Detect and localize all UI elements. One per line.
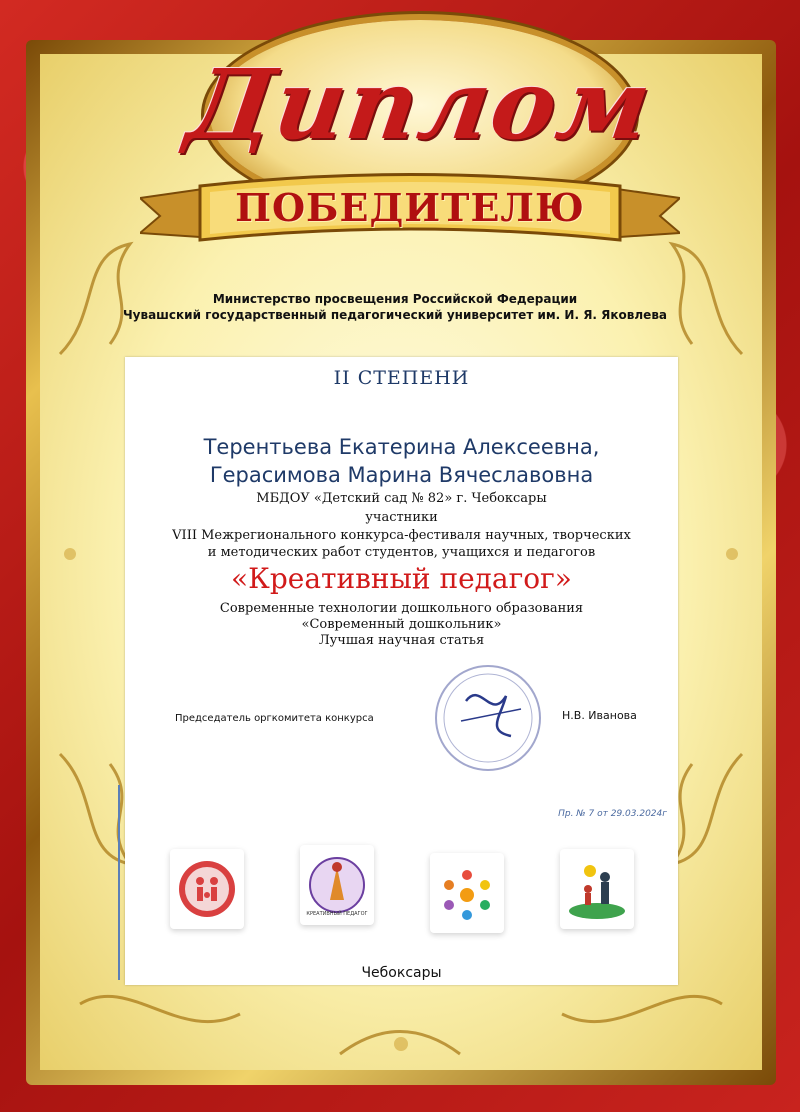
detail-section: Современные технологии дошкольного образования (219, 601, 584, 616)
recipient-school: МБДОУ «Детский сад № 82» г. Чебоксары (256, 491, 547, 506)
issuer-block (100, 291, 690, 323)
logo-creative-teacher (300, 845, 374, 925)
creative-teacher-logo-icon (300, 845, 374, 925)
logo-family (170, 849, 244, 929)
recipient-name-2: Герасимова Марина Вячеславовна (209, 463, 594, 487)
event-line-2: и методических работ студентов, учащихся и педагогов (207, 545, 596, 560)
family-logo-icon (170, 849, 244, 929)
margin-line (118, 785, 120, 980)
recipient-names (125, 433, 678, 489)
children-circle-icon (430, 853, 504, 933)
event-description (125, 527, 678, 561)
content-panel (125, 357, 678, 985)
award-details (125, 601, 678, 649)
detail-nomination: «Современный дошкольник» (301, 617, 502, 632)
signer-name: Н.В. Иванова (562, 709, 637, 722)
diploma-title: Диплом (180, 48, 660, 161)
title-ribbon-text: ПОБЕДИТЕЛЮ (235, 185, 585, 230)
logo-mother-child (560, 849, 634, 929)
logo-children-circle (430, 853, 504, 933)
event-line-1: VIII Межрегионального конкурса-фестиваля научных, творческих (172, 528, 631, 543)
recipient-role: участники (365, 510, 438, 525)
mother-child-icon (560, 849, 634, 929)
recipient-name-1: Терентьева Екатерина Алексеевна, (203, 435, 600, 459)
award-degree: II СТЕПЕНИ (333, 367, 470, 389)
detail-category: Лучшая научная статья (318, 633, 485, 648)
chair-label: Председатель оргкомитета конкурса (175, 713, 374, 724)
issuer-ministry: Министерство просвещения Российской Федерации (212, 292, 578, 306)
contest-name: «Креативный педагог» (231, 562, 572, 595)
city: Чебоксары (361, 965, 442, 981)
creative-teacher-logo-text: КРЕАТИВНЫЙ ПЕДАГОГ (306, 911, 368, 917)
order-number: Пр. № 7 от 29.03.2024г (558, 809, 667, 819)
official-stamp (431, 661, 546, 776)
issuer-university: Чувашский государственный педагогический университет им. И. Я. Яковлева (122, 308, 668, 322)
